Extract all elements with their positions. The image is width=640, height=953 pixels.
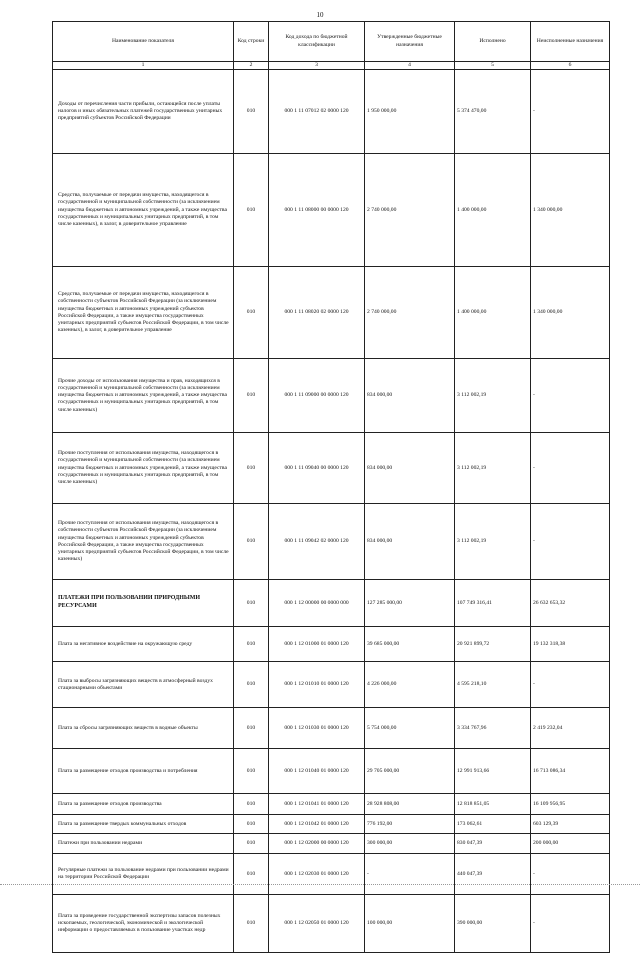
column-number: 5 [455, 62, 531, 70]
row-unexecuted-cell: - [531, 433, 610, 504]
row-line-code-cell: 010 [234, 627, 269, 662]
row-income-code-cell: 000 1 12 01000 01 0000 120 [269, 627, 365, 662]
row-income-code-cell: 000 1 12 01040 01 0000 120 [269, 749, 365, 794]
row-income-code-cell: 000 1 12 02000 00 0000 120 [269, 834, 365, 854]
row-approved-cell: 834 000,00 [365, 504, 455, 580]
row-name-cell: Доходы от перечисления части прибыли, остающейся после уплаты налогов и иных обязательных платежей государственных унитарных предприятий субъектов Российской Федерации [53, 70, 234, 154]
row-unexecuted-cell: 1 340 000,00 [531, 154, 610, 267]
row-approved-cell: 39 685 000,00 [365, 627, 455, 662]
table-row [53, 580, 610, 627]
row-executed-cell: 12 818 851,05 [455, 794, 531, 815]
row-executed-cell: 173 062,61 [455, 815, 531, 834]
row-income-code-cell: 000 1 12 01030 01 0000 120 [269, 708, 365, 749]
row-name-cell: Плата за сбросы загрязняющих веществ в водные объекты [53, 708, 234, 749]
row-unexecuted-cell: 200 000,00 [531, 834, 610, 854]
table-row [53, 359, 610, 433]
row-approved-cell: 1 950 000,00 [365, 70, 455, 154]
row-executed-cell: 20 921 899,72 [455, 627, 531, 662]
header-executed: Исполнено [455, 22, 531, 62]
header-unexecuted: Неисполненные назначения [531, 22, 610, 62]
row-unexecuted-cell: - [531, 895, 610, 953]
row-approved-cell: 2 740 000,00 [365, 154, 455, 267]
row-income-code-cell: 000 1 12 01010 01 0000 120 [269, 662, 365, 708]
header-approved: Утвержденные бюджетные назначения [365, 22, 455, 62]
row-approved-cell: 300 000,00 [365, 834, 455, 854]
row-executed-cell: 3 112 002,19 [455, 504, 531, 580]
row-name-cell: Плата за размещение твердых коммунальных отходов [53, 815, 234, 834]
table-body [53, 70, 610, 953]
column-number: 4 [365, 62, 455, 70]
row-line-code-cell: 010 [234, 267, 269, 359]
row-income-code-cell: 000 1 12 02050 01 0000 120 [269, 895, 365, 953]
row-income-code-cell: 000 1 11 09000 00 0000 120 [269, 359, 365, 433]
row-executed-cell: 4 595 218,10 [455, 662, 531, 708]
row-line-code-cell: 010 [234, 70, 269, 154]
row-income-code-cell: 000 1 11 07012 02 0000 120 [269, 70, 365, 154]
budget-execution-table [52, 21, 610, 953]
row-line-code-cell: 010 [234, 662, 269, 708]
table-row [53, 627, 610, 662]
row-line-code-cell: 010 [234, 749, 269, 794]
table-row [53, 267, 610, 359]
row-executed-cell: 1 400 000,00 [455, 154, 531, 267]
table-row [53, 895, 610, 953]
table-row [53, 794, 610, 815]
row-approved-cell: 100 000,00 [365, 895, 455, 953]
row-unexecuted-cell: - [531, 662, 610, 708]
column-number: 6 [531, 62, 610, 70]
row-unexecuted-cell: 26 632 653,32 [531, 580, 610, 627]
row-executed-cell: 1 400 000,00 [455, 267, 531, 359]
row-approved-cell: 5 754 000,00 [365, 708, 455, 749]
table-row [53, 662, 610, 708]
header-indicator-name: Наименование показателя [53, 22, 234, 62]
row-name-cell: Прочие поступления от использования имущества, находящегося в государственной и муниципальной собственности (за исключением имущества бюджетных и автономных учреждений, а также имущества государственных и муниципальных унитарных предприятий, в том числе казенных) [53, 433, 234, 504]
row-line-code-cell: 010 [234, 794, 269, 815]
row-name-cell: Плата за негативное воздействие на окружающую среду [53, 627, 234, 662]
row-approved-cell: 127 285 000,00 [365, 580, 455, 627]
row-executed-cell: 107 749 316,41 [455, 580, 531, 627]
row-approved-cell: 29 705 000,00 [365, 749, 455, 794]
row-name-cell: Плата за размещение отходов производства и потребления [53, 749, 234, 794]
row-approved-cell: 4 226 000,00 [365, 662, 455, 708]
row-unexecuted-cell: 16 713 086,34 [531, 749, 610, 794]
row-approved-cell: 28 928 808,00 [365, 794, 455, 815]
table-row [53, 70, 610, 154]
row-name-cell: Регулярные платежи за пользование недрами при пользовании недрами на территории Российской Федерации [53, 854, 234, 895]
table-row [53, 834, 610, 854]
row-approved-cell: 834 000,00 [365, 433, 455, 504]
row-line-code-cell: 010 [234, 834, 269, 854]
row-income-code-cell: 000 1 12 01042 01 0000 120 [269, 815, 365, 834]
row-approved-cell: 776 192,00 [365, 815, 455, 834]
row-executed-cell: 12 991 913,66 [455, 749, 531, 794]
row-unexecuted-cell: 603 129,39 [531, 815, 610, 834]
row-income-code-cell: 000 1 12 00000 00 0000 000 [269, 580, 365, 627]
table-row [53, 708, 610, 749]
row-income-code-cell: 000 1 11 08020 02 0000 120 [269, 267, 365, 359]
row-name-cell: Средства, получаемые от передачи имущества, находящегося в государственной и муниципальной собственности (за исключением имущества бюджетных и автономных учреждений, а также имущества государственных и муниципальных унитарных предприятий, в том числе казенных), в залог, в доверительное управление [53, 154, 234, 267]
row-unexecuted-cell: 2 419 232,04 [531, 708, 610, 749]
row-executed-cell: 3 112 002,19 [455, 433, 531, 504]
row-line-code-cell: 010 [234, 708, 269, 749]
row-executed-cell: 5 374 470,00 [455, 70, 531, 154]
row-unexecuted-cell: - [531, 504, 610, 580]
column-number-row [53, 62, 610, 70]
header-income-code: Код дохода по бюджетной классификации [269, 22, 365, 62]
page-number: 10 [316, 11, 324, 19]
row-unexecuted-cell: 1 340 000,00 [531, 267, 610, 359]
row-line-code-cell: 010 [234, 433, 269, 504]
row-executed-cell: 3 112 002,19 [455, 359, 531, 433]
row-line-code-cell: 010 [234, 359, 269, 433]
row-executed-cell: 830 047,39 [455, 834, 531, 854]
row-income-code-cell: 000 1 12 01041 01 0000 120 [269, 794, 365, 815]
table-row [53, 815, 610, 834]
header-row [53, 22, 610, 62]
table-row [53, 154, 610, 267]
row-approved-cell: 2 740 000,00 [365, 267, 455, 359]
row-unexecuted-cell: - [531, 70, 610, 154]
row-line-code-cell: 010 [234, 815, 269, 834]
row-name-cell: Плата за выбросы загрязняющих веществ в атмосферный воздух стационарными объектами [53, 662, 234, 708]
row-income-code-cell: 000 1 11 08000 00 0000 120 [269, 154, 365, 267]
row-executed-cell: 390 000,00 [455, 895, 531, 953]
row-unexecuted-cell: 19 132 318,38 [531, 627, 610, 662]
row-name-cell: ПЛАТЕЖИ ПРИ ПОЛЬЗОВАНИИ ПРИРОДНЫМИ РЕСУРСАМИ [53, 580, 234, 627]
table-row [53, 749, 610, 794]
column-number: 2 [234, 62, 269, 70]
column-number: 1 [53, 62, 234, 70]
row-income-code-cell: 000 1 11 09042 02 0000 120 [269, 504, 365, 580]
table-row [53, 854, 610, 895]
table-row [53, 433, 610, 504]
row-line-code-cell: 010 [234, 854, 269, 895]
row-name-cell: Платежи при пользовании недрами [53, 834, 234, 854]
row-name-cell: Прочие поступления от использования имущества, находящегося в собственности субъектов Российской Федерации (за исключением имущества бюджетных и автономных учреждений субъектов Российской Федерации, а также имущества государственных унитарных предприятий субъектов Российской Федерации, в том числе казенных) [53, 504, 234, 580]
row-unexecuted-cell: - [531, 359, 610, 433]
row-line-code-cell: 010 [234, 154, 269, 267]
row-line-code-cell: 010 [234, 895, 269, 953]
row-name-cell: Средства, получаемые от передачи имущества, находящегося в собственности субъектов Российской Федерации (за исключением имущества бюджетных и автономных учреждений субъектов Российской Федерации, а также имущества государственных унитарных предприятий субъектов Российской Федерации, в том числе казенных), в залог, в доверительное управление [53, 267, 234, 359]
row-income-code-cell: 000 1 11 09040 00 0000 120 [269, 433, 365, 504]
row-name-cell: Прочие доходы от использования имущества и прав, находящихся в государственной и муниципальной собственности (за исключением имущества бюджетных и автономных учреждений, а также имущества государственных и муниципальных унитарных предприятий, в том числе казенных) [53, 359, 234, 433]
row-unexecuted-cell: 16 109 956,95 [531, 794, 610, 815]
row-name-cell: Плата за проведение государственной экспертизы запасов полезных ископаемых, геологической, экономической и экологической информации о предоставляемых в пользование участках недр [53, 895, 234, 953]
row-approved-cell: - [365, 854, 455, 895]
column-number: 3 [269, 62, 365, 70]
row-line-code-cell: 010 [234, 580, 269, 627]
page-bottom-divider [0, 884, 640, 885]
row-executed-cell: 3 334 767,96 [455, 708, 531, 749]
row-approved-cell: 834 000,00 [365, 359, 455, 433]
row-line-code-cell: 010 [234, 504, 269, 580]
row-unexecuted-cell: - [531, 854, 610, 895]
table-row [53, 504, 610, 580]
header-line-code: Код строки [234, 22, 269, 62]
row-name-cell: Плата за размещение отходов производства [53, 794, 234, 815]
row-executed-cell: 440 047,39 [455, 854, 531, 895]
row-income-code-cell: 000 1 12 02030 01 0000 120 [269, 854, 365, 895]
